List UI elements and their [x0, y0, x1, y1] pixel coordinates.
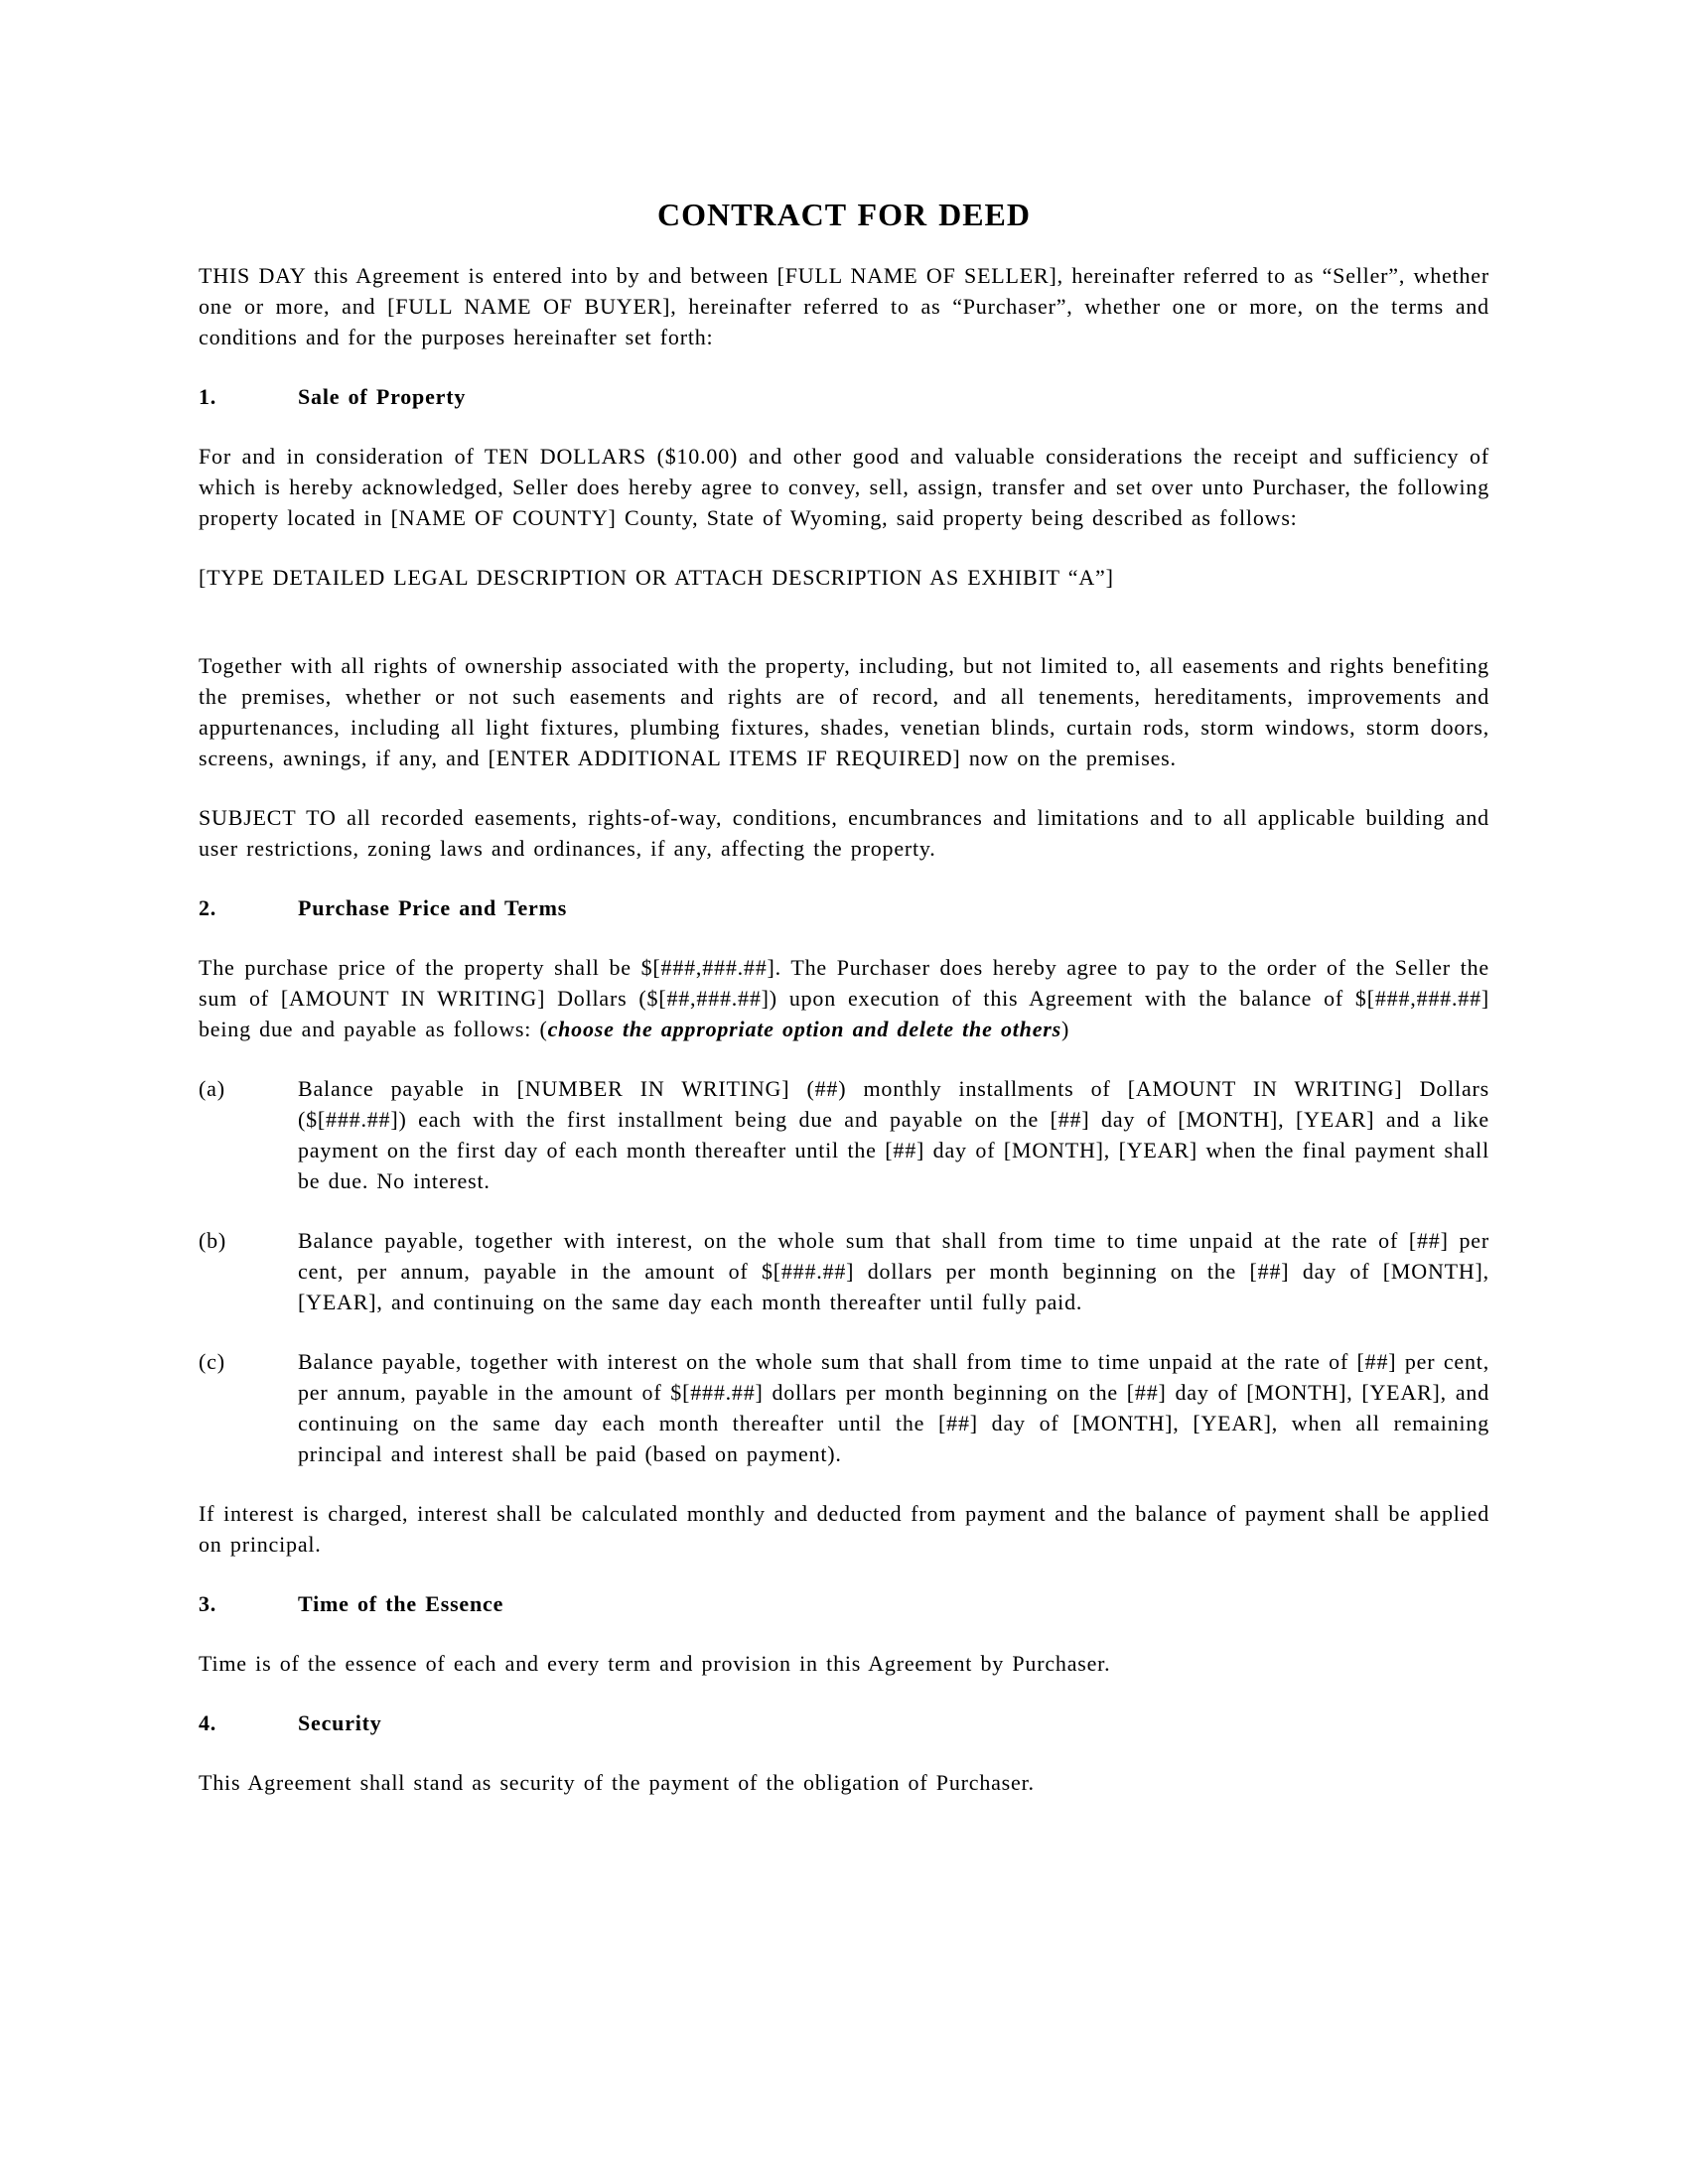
together-with-rights-paragraph: Together with all rights of ownership associated with the property, including, but not limited to, all easements and rights benefiting the premises, whether or not such easements and rights are of record, and all tenements, hereditaments, improvements and appurtenances, including all light fixtures, plumbing fixtures, shades, venetian blinds, curtain rods, storm windows, storm doors, screens, awnings, if any, and [ENTER ADDITIONAL ITEMS IF REQUIRED] now on the premises.	[199, 653, 1489, 770]
section-1-title: Sale of Property	[298, 384, 467, 409]
section-3-number: 3.	[199, 1591, 217, 1616]
document-title: CONTRACT FOR DEED	[657, 197, 1031, 232]
time-of-essence-paragraph: Time is of the essence of each and every term and provision in this Agreement by Purchaser.	[199, 1651, 1111, 1676]
option-b-label: (b)	[199, 1228, 227, 1253]
option-a-label: (a)	[199, 1076, 225, 1101]
option-c-label: (c)	[199, 1349, 225, 1374]
subject-to-paragraph: SUBJECT TO all recorded easements, rights-of-way, conditions, encumbrances and limitations and to all applicable building and user restrictions, zoning laws and ordinances, if any, affecting the property.	[199, 805, 1489, 861]
section-4-heading	[199, 1707, 1489, 1738]
legal-description-placeholder: [TYPE DETAILED LEGAL DESCRIPTION OR ATTACH DESCRIPTION AS EXHIBIT “A”]	[199, 565, 1114, 590]
payment-option-a	[199, 1073, 1489, 1196]
section-1-number: 1.	[199, 384, 217, 409]
payment-option-c	[199, 1346, 1489, 1469]
purchase-price-text: The purchase price of the property shall be $[###,###.##]. The Purchaser does hereby agree to pay to the order of the Seller the sum of [AMOUNT IN WRITING] Dollars ($[##,###.##]) upon execution of this Agreement with the balance of $[###,###.##] being due and payable as follows: (	[199, 955, 1489, 1041]
section-2-number: 2.	[199, 895, 217, 920]
payment-option-b	[199, 1225, 1489, 1317]
section-4-title: Security	[298, 1710, 382, 1735]
purchase-price-paragraph	[199, 952, 1489, 1044]
security-paragraph: This Agreement shall stand as security of the payment of the obligation of Purchaser.	[199, 1770, 1035, 1795]
section-2-title: Purchase Price and Terms	[298, 895, 568, 920]
choose-option-emphasis: choose the appropriate option and delete the others	[547, 1017, 1061, 1041]
option-b-text: Balance payable, together with interest, on the whole sum that shall from time to time unpaid at the rate of [##] per cent, per annum, payable in the amount of $[###.##] dollars per month beginning on the [##] day of [MONTH], [YEAR], and continuing on the same day each month thereafter until fully paid.	[298, 1228, 1489, 1314]
section-4-number: 4.	[199, 1710, 217, 1735]
section-3-title: Time of the Essence	[298, 1591, 504, 1616]
option-a-text: Balance payable in [NUMBER IN WRITING] (##) monthly installments of [AMOUNT IN WRITING] Dollars ($[###.##]) each with the first installment being due and payable on the [##] day of [MONTH], [YEAR] and a like payment on the first day of each month thereafter until the [##] day of [MONTH], [YEAR] when the final payment shall be due. No interest.	[298, 1076, 1489, 1193]
section-3-heading	[199, 1588, 1489, 1619]
section-2-heading	[199, 892, 1489, 923]
section-1-heading	[199, 381, 1489, 412]
consideration-paragraph: For and in consideration of TEN DOLLARS ($10.00) and other good and valuable considerations the receipt and sufficiency of which is hereby acknowledged, Seller does hereby agree to convey, sell, assign, transfer and set over unto Purchaser, the following property located in [NAME OF COUNTY] County, State of Wyoming, said property being described as follows:	[199, 444, 1489, 530]
intro-paragraph: THIS DAY this Agreement is entered into by and between [FULL NAME OF SELLER], hereinafter referred to as “Seller”, whether one or more, and [FULL NAME OF BUYER], hereinafter referred to as “Purchaser”, whether one or more, on the terms and conditions and for the purposes hereinafter set forth:	[199, 263, 1489, 349]
option-c-text: Balance payable, together with interest on the whole sum that shall from time to time unpaid at the rate of [##] per cent, per annum, payable in the amount of $[###.##] dollars per month beginning on the [##] day of [MONTH], [YEAR], and continuing on the same day each month thereafter until the [##] day of [MONTH], [YEAR], when all remaining principal and interest shall be paid (based on payment).	[298, 1349, 1489, 1466]
interest-calculation-paragraph: If interest is charged, interest shall be calculated monthly and deducted from payment and the balance of payment shall be applied on principal.	[199, 1501, 1489, 1557]
purchase-price-text-end: )	[1061, 1017, 1070, 1041]
